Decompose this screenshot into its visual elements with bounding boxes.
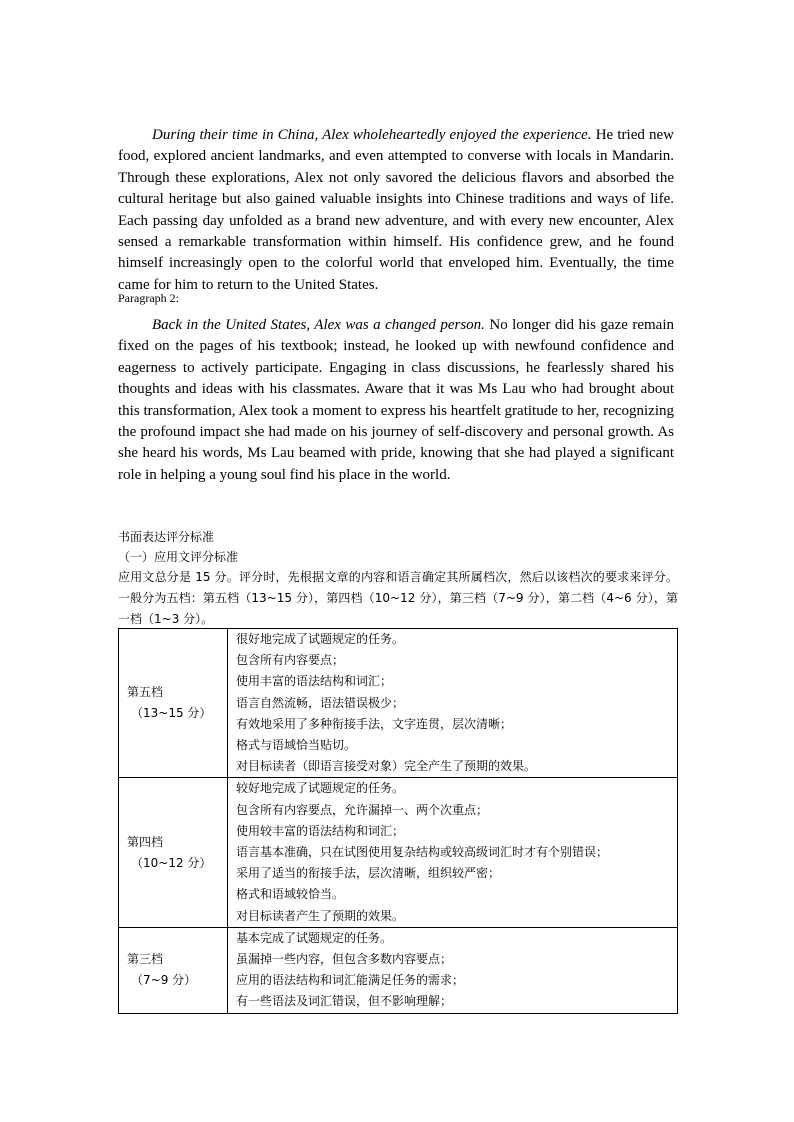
grade-score: （10~12 分） (131, 855, 212, 870)
rubric-subtitle: （一）应用文评分标准 (118, 550, 239, 564)
criteria-line: 有一些语法及词汇错误，但不影响理解； (236, 994, 453, 1009)
criteria-line: 格式和语域较恰当。 (236, 887, 345, 902)
paragraph-2-body: No longer did his gaze remain fixed on the pages of his textbook; instead, he looked up with newfound confidence and eagerness to actively participate. Engaging in class discussions, he fearlessly shared his thoughts and ideas with his classmates. Aware that it was Ms Lau who had brought about this transformation, Alex took a moment to express his heartfelt gratitude to her, recognizing the profound impact she had made on his journey of self-discovery and personal growth. As she heard his words, Ms Lau beamed with pride, knowing that she had played a significant role in helping a young soul find his place in the world. (118, 317, 674, 483)
grade-name: 第四档 (127, 834, 164, 849)
criteria-cell (228, 778, 678, 927)
criteria-cell (228, 927, 678, 1013)
grade-cell (119, 629, 228, 778)
criteria-line: 对目标读者（即语言接受对象）完全产生了预期的效果。 (236, 759, 537, 774)
grade-name: 第三档 (127, 952, 164, 967)
criteria-line: 包含所有内容要点，允许漏掉一、两个次重点； (236, 802, 489, 817)
rubric-row-grade-4 (119, 778, 678, 927)
paragraph-1 (118, 125, 674, 296)
criteria-line: 包含所有内容要点； (236, 653, 345, 668)
paragraph-2-lead: Back in the United States, Alex was a changed person. (152, 317, 485, 333)
criteria-line: 有效地采用了多种衔接手法，文字连贯，层次清晰； (236, 716, 513, 731)
grade-cell (119, 778, 228, 927)
rubric-row-grade-3 (119, 927, 678, 1013)
criteria-line: 基本完成了试题规定的任务。 (236, 930, 393, 945)
paragraph-1-lead: During their time in China, Alex wholeheartedly enjoyed the experience. (152, 127, 592, 143)
criteria-cell (228, 629, 678, 778)
criteria-line: 语言自然流畅，语法错误极少； (236, 695, 405, 710)
grade-score: （13~15 分） (131, 706, 212, 721)
criteria-line: 对目标读者产生了预期的效果。 (236, 908, 405, 923)
criteria-line: 虽漏掉一些内容，但包含多数内容要点； (236, 952, 453, 967)
rubric-title: 书面表达评分标准 (118, 530, 215, 544)
grade-cell (119, 927, 228, 1013)
grade-score: （7~9 分） (131, 973, 197, 988)
rubric-row-grade-5 (119, 629, 678, 778)
criteria-line: 采用了适当的衔接手法，层次清晰，组织较严密； (236, 866, 501, 881)
criteria-line: 格式与语域恰当贴切。 (236, 738, 357, 753)
criteria-line: 很好地完成了试题规定的任务。 (236, 632, 405, 646)
rubric-intro: 应用文总分是 15 分。评分时，先根据文章的内容和语言确定其所属档次，然后以该档次的要求来评分。一般分为五档：第五档（13~15 分），第四档（10~12 分），第三档（7~9 分），第二档（4~6 分），第一档（1~3 分）。 (118, 570, 678, 626)
paragraph-2 (118, 315, 674, 486)
criteria-line: 语言基本准确，只在试图使用复杂结构或较高级词汇时才有个别错误； (236, 845, 609, 860)
criteria-line: 应用的语法结构和词汇能满足任务的需求； (236, 973, 465, 988)
rubric-table (118, 628, 678, 1014)
criteria-line: 使用丰富的语法结构和词汇； (236, 674, 393, 689)
paragraph-1-body: He tried new food, explored ancient landmarks, and even attempted to converse with locals in Mandarin. Through these explorations, Alex not only savored the delicious flavors and absorbed the cultural heritage but also gained valuable insights into Chinese traditions and ways of life. Each passing day unfolded as a brand new adventure, and with every new encounter, Alex sensed a remarkable transformation within himself. His confidence grew, and he found himself increasingly open to the colorful world that enveloped him. Eventually, the time came for him to return to the United States. (118, 127, 674, 293)
paragraph-2-label: Paragraph 2: (118, 291, 179, 305)
criteria-line: 使用较丰富的语法结构和词汇； (236, 823, 405, 838)
criteria-line: 较好地完成了试题规定的任务。 (236, 781, 405, 796)
grade-name: 第五档 (127, 685, 164, 700)
